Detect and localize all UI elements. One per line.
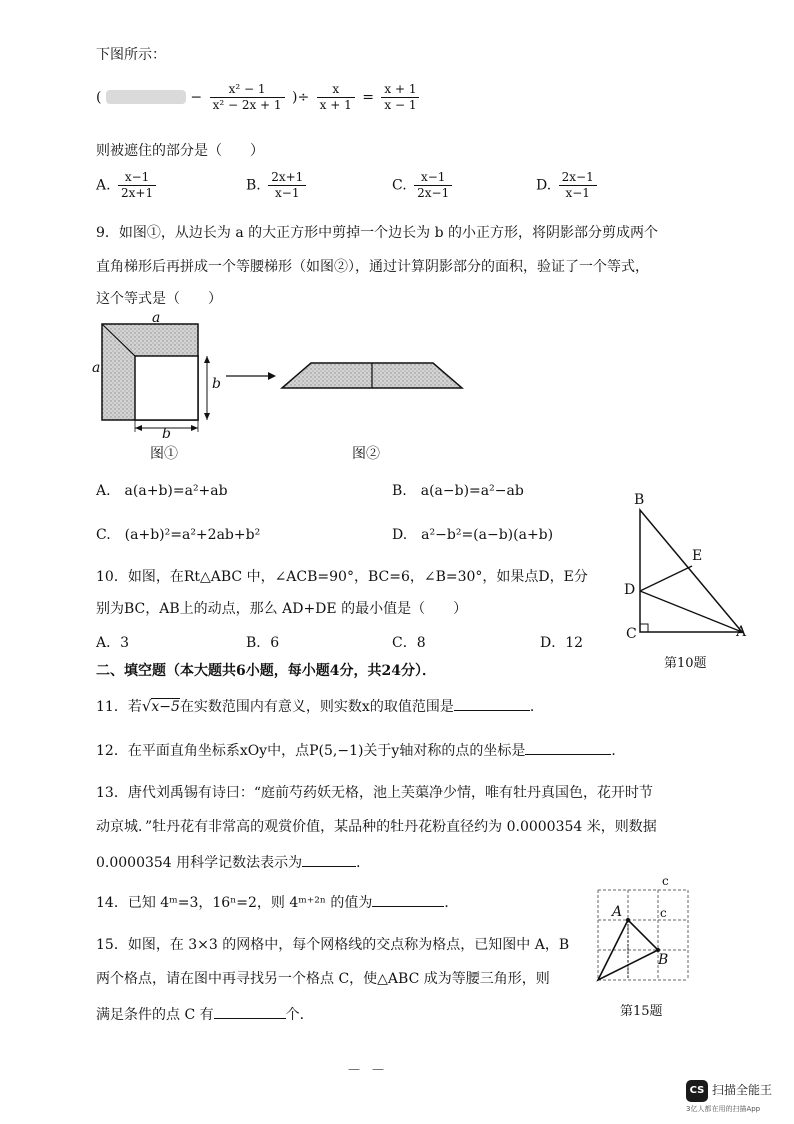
page-footer-marks: — — bbox=[348, 1062, 385, 1076]
fig1-caption: 图① bbox=[150, 446, 178, 462]
q8-option-b-den: x−1 bbox=[275, 186, 300, 200]
q15-end: 个． bbox=[285, 1007, 314, 1023]
q8-option-b bbox=[246, 170, 309, 201]
q12-text: 12．在平面直角坐标系xOy中，点P(5,−1)关于y轴对称的点的坐标是 bbox=[96, 743, 526, 759]
q10-option-a: A．3 bbox=[96, 635, 130, 651]
q8-option-a-letter: A. bbox=[96, 177, 111, 194]
q8-frac1-num: x² − 1 bbox=[210, 82, 285, 98]
q11-answer-blank[interactable] bbox=[454, 710, 530, 711]
q9-line1: 9．如图①，从边长为 a 的大正方形中剪掉一个边长为 b 的小正方形，将阴影部分剪成两个 bbox=[96, 225, 659, 241]
q15-label-a: A bbox=[612, 904, 623, 920]
q8-question: 则被遮住的部分是（ ） bbox=[96, 143, 264, 159]
q8-eq-minus: − bbox=[190, 89, 203, 106]
fig1-label-b-right: b bbox=[212, 376, 221, 392]
q13-line3-wrap bbox=[96, 852, 370, 872]
fig1-label-a-left: a bbox=[92, 360, 101, 376]
q15-answer-blank[interactable] bbox=[214, 1018, 286, 1019]
q8-option-a bbox=[96, 170, 159, 201]
q8-option-c-den: 2x−1 bbox=[417, 186, 450, 200]
q8-option-c bbox=[392, 170, 455, 201]
q8-intro: 下图所示： bbox=[96, 47, 166, 63]
q8-option-d-den: x−1 bbox=[565, 186, 590, 200]
fig2-caption: 图② bbox=[352, 446, 380, 462]
q9-option-c: C. (a+b)²=a²+2ab+b² bbox=[96, 527, 261, 543]
q11-radical: x−5 bbox=[151, 699, 180, 715]
q10-label-e: E bbox=[692, 548, 703, 564]
q8-option-a-den: 2x+1 bbox=[121, 186, 154, 200]
q13-line2: 动京城．”牡丹花有非常高的观赏价值，某品种的牡丹花粉直径约为 0.0000354 米，则数据 bbox=[96, 819, 657, 835]
section-fill-in-title: 二、填空题（本大题共6小题，每小题4分，共24分）． bbox=[96, 663, 436, 679]
q12-answer-blank[interactable] bbox=[525, 754, 611, 755]
q15-label-b: B bbox=[658, 952, 669, 968]
camscanner-logo-icon: CS bbox=[686, 1080, 708, 1102]
q8-option-b-letter: B. bbox=[246, 177, 261, 194]
q10-option-c: C．8 bbox=[392, 635, 426, 651]
q11-before: 11．若 bbox=[96, 699, 142, 715]
q8-option-a-num: x−1 bbox=[118, 170, 156, 186]
q15-label-c1: c bbox=[662, 874, 669, 888]
q13-answer-blank[interactable] bbox=[302, 866, 356, 867]
q14-text: 14．已知 4ᵐ=3，16ⁿ=2，则 4ᵐ⁺²ⁿ 的值为 bbox=[96, 895, 373, 911]
q12-end: ． bbox=[611, 743, 626, 759]
q10-label-c: C bbox=[626, 626, 637, 642]
q10-label-a: A bbox=[736, 624, 747, 640]
covered-part bbox=[106, 90, 186, 104]
q13-line3: 0.0000354 用科学记数法表示为 bbox=[96, 855, 303, 871]
q10-line1: 10．如图，在Rt△ABC 中，∠ACB=90°，BC=6，∠B=30°，如果点D，E分 bbox=[96, 569, 588, 585]
q8-frac1 bbox=[210, 82, 285, 113]
q8-frac2-den: x + 1 bbox=[319, 98, 352, 112]
q14-answer-blank[interactable] bbox=[372, 906, 444, 907]
q8-frac1-den: x² − 2x + 1 bbox=[212, 98, 282, 112]
q8-option-b-num: 2x+1 bbox=[268, 170, 306, 186]
q11-end: ． bbox=[529, 699, 544, 715]
camscanner-subtitle: 3亿人都在用的扫描App bbox=[686, 1105, 761, 1113]
q9-line3: 这个等式是（ ） bbox=[96, 291, 222, 307]
q15-label-c2: c bbox=[660, 906, 667, 920]
q8-frac2 bbox=[317, 82, 355, 113]
q8-eq-equals: = bbox=[362, 89, 374, 106]
q15-caption: 第15题 bbox=[620, 1004, 663, 1019]
q15-line3: 满足条件的点 C 有 bbox=[96, 1007, 214, 1023]
q15-line3-wrap bbox=[96, 1004, 314, 1024]
fig1-label-a-top: a bbox=[152, 310, 161, 326]
q8-eq-close: )÷ bbox=[292, 89, 310, 106]
camscanner-title: 扫描全能王 bbox=[712, 1083, 773, 1097]
q8-option-c-num: x−1 bbox=[414, 170, 452, 186]
q9-option-b: B. a(a−b)=a²−ab bbox=[392, 483, 524, 499]
q15-grid-figure bbox=[590, 880, 700, 992]
q8-frac3-den: x − 1 bbox=[384, 98, 417, 112]
q11 bbox=[96, 696, 544, 716]
q8-frac3-num: x + 1 bbox=[381, 82, 419, 98]
q10-label-b: B bbox=[634, 492, 645, 508]
sqrt-sign: √ bbox=[141, 697, 152, 715]
q12 bbox=[96, 740, 625, 760]
q10-option-b: B．6 bbox=[246, 635, 280, 651]
q11-after: 在实数范围内有意义，则实数x的取值范围是 bbox=[179, 699, 454, 715]
q9-line2: 直角梯形后再拼成一个等腰梯形（如图②），通过计算阴影部分的面积，验证了一个等式， bbox=[96, 259, 649, 275]
q13-line1: 13．唐代刘禹锡有诗曰：“庭前芍药妖无格，池上芙蕖净少情，唯有牡丹真国色，花开时节 bbox=[96, 785, 653, 801]
q10-caption: 第10题 bbox=[664, 656, 707, 671]
q14-end: ． bbox=[444, 895, 459, 911]
q9-option-a: A. a(a+b)=a²+ab bbox=[96, 483, 228, 499]
q10-option-d: D．12 bbox=[540, 635, 584, 651]
q14 bbox=[96, 892, 458, 912]
q8-frac2-num: x bbox=[317, 82, 355, 98]
q8-option-c-letter: C. bbox=[392, 177, 407, 194]
q8-option-d-num: 2x−1 bbox=[559, 170, 597, 186]
q10-line2: 别为BC，AB上的动点，那么 AD+DE 的最小值是（ ） bbox=[96, 601, 468, 617]
q13-end: ． bbox=[356, 855, 371, 871]
q9-option-d: D. a²−b²=(a−b)(a+b) bbox=[392, 527, 554, 543]
q8-option-d-letter: D. bbox=[536, 177, 552, 194]
q8-frac3 bbox=[381, 82, 419, 113]
q8-eq-open: ( bbox=[96, 89, 102, 106]
small-square bbox=[135, 356, 198, 420]
q15-line1: 15．如图，在 3×3 的网格中，每个网格线的交点称为格点，已知图中 A，B bbox=[96, 937, 570, 953]
fig1-label-b-bottom: b bbox=[162, 426, 171, 442]
q15-line2: 两个格点，请在图中再寻找另一个格点 C，使△ABC 成为等腰三角形，则 bbox=[96, 971, 550, 987]
q8-equation bbox=[96, 82, 422, 113]
q10-label-d: D bbox=[624, 582, 636, 598]
q8-option-d bbox=[536, 170, 600, 201]
